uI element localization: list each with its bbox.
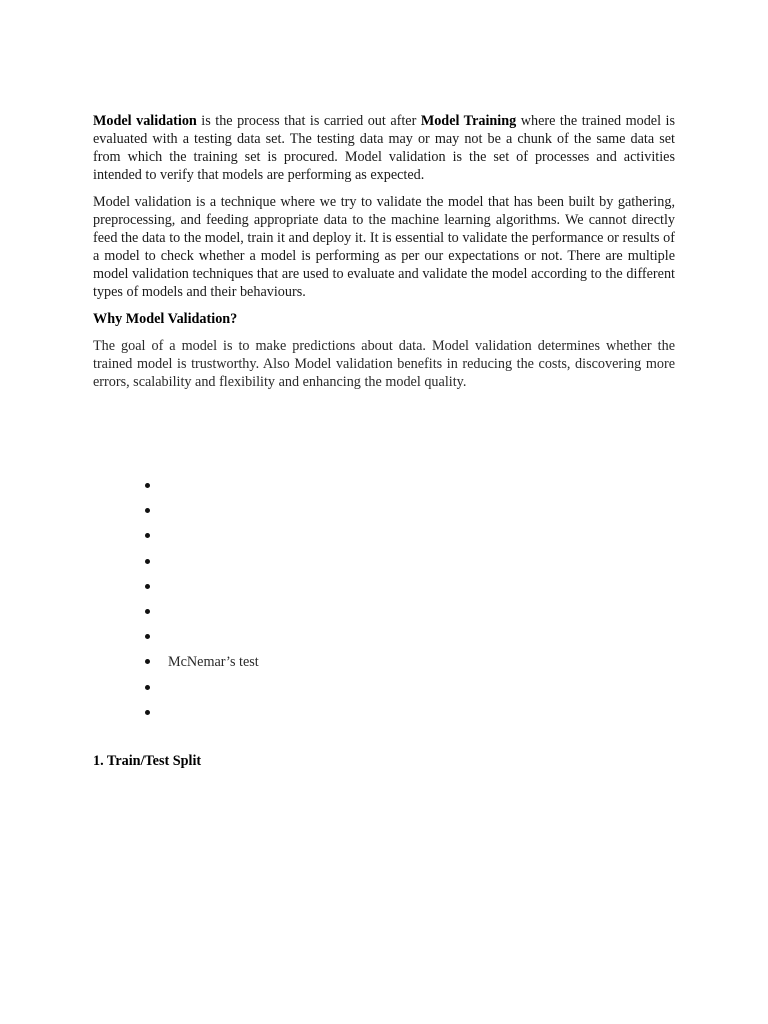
bullet-icon	[145, 710, 150, 715]
list-item-text: McNemar’s test	[168, 654, 259, 671]
bullet-icon	[145, 659, 150, 664]
goal-paragraph: The goal of a model is to make predictions about data. Model validation determines whether the trained model is trustworthy. Also Model validation benefits in reducing the costs, discovering more errors, scalability and flexibility and enhancing the model quality.	[93, 338, 675, 391]
bullet-icon	[145, 533, 150, 538]
list-item	[145, 602, 545, 627]
term-model-training: Model Training	[420, 113, 517, 129]
list-item	[145, 703, 545, 728]
list-item	[145, 652, 545, 677]
bullet-icon	[145, 634, 150, 639]
bullet-icon	[145, 559, 150, 564]
bullet-icon	[145, 508, 150, 513]
bullet-icon	[145, 483, 150, 488]
list-item	[145, 476, 545, 501]
list-item	[145, 678, 545, 703]
intro-text-b: where the trained model is evaluated with a testing data set. The testing data may or may not be a chunk of the same data set from which the training set is procured. Model validation is the set of processes and activities intended to verify that models are performing as expected.	[93, 113, 675, 184]
bullet-icon	[145, 609, 150, 614]
why-heading: Why Model Validation?	[93, 310, 238, 327]
intro-paragraph	[93, 112, 675, 184]
document-body	[93, 112, 675, 400]
bullet-icon	[145, 685, 150, 690]
list-item	[145, 627, 545, 652]
bullet-icon	[145, 584, 150, 589]
technique-paragraph: Model validation is a technique where we try to validate the model that has been built by gathering, preprocessing, and feeding appropriate data to the machine learning algorithms. We cannot directly feed the data to the model, train it and deploy it. It is essential to validate the performance or results of a model to check whether a model is performing as per our expectations or not. There are multiple model validation techniques that are used to evaluate and validate the model according to the different types of models and their behaviours.	[93, 193, 675, 301]
term-model-validation: Model validation	[93, 113, 197, 129]
list-item	[145, 552, 545, 577]
techniques-bullet-list	[145, 476, 545, 728]
list-item	[145, 501, 545, 526]
intro-text-a: is the process that is carried out after	[196, 113, 421, 129]
list-item	[145, 526, 545, 551]
list-item	[145, 577, 545, 602]
section-title-train-test-split: 1. Train/Test Split	[93, 753, 202, 769]
